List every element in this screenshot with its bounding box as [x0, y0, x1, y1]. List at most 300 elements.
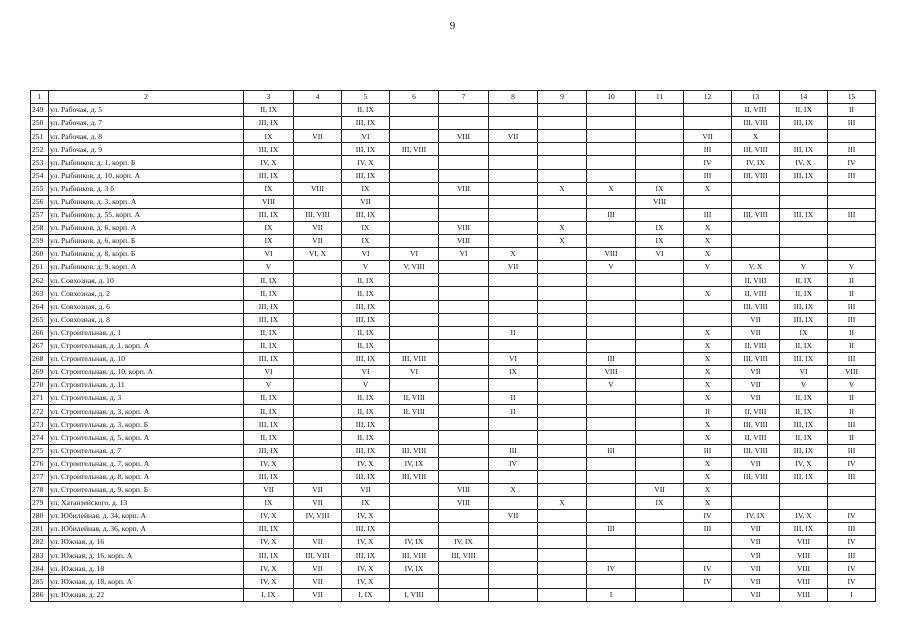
table-cell: III [828, 300, 876, 313]
table-cell: IV, X [342, 510, 390, 523]
table-cell: III, IX [244, 523, 294, 536]
table-cell: III, IX [342, 352, 390, 365]
table-cell [439, 169, 489, 182]
table-cell: X [684, 287, 732, 300]
table-cell [390, 379, 439, 392]
table-cell: III, IX [780, 117, 828, 130]
table-cell: VIII [780, 588, 828, 601]
table-cell [294, 379, 342, 392]
table-row [31, 339, 876, 352]
table-cell: VIII [439, 235, 489, 248]
column-header: 6 [390, 91, 439, 104]
table-cell [587, 313, 636, 326]
row-number-cell: 276 [31, 457, 49, 470]
table-cell: X [538, 235, 587, 248]
table-cell [294, 195, 342, 208]
table-row [31, 536, 876, 549]
table-row [31, 431, 876, 444]
table-cell: VII [732, 562, 780, 575]
address-cell: ул. Хатанзейского, д. 13 [49, 496, 244, 509]
address-cell: ул. Строительная, д. 3, корп. А [49, 405, 244, 418]
table-cell: V [244, 261, 294, 274]
table-cell [587, 483, 636, 496]
address-cell: ул. Совхозная, д. 8 [49, 313, 244, 326]
table-cell: VI [390, 248, 439, 261]
table-cell [489, 104, 538, 117]
table-row [31, 510, 876, 523]
table-cell [636, 510, 684, 523]
table-cell [684, 104, 732, 117]
table-cell: X [684, 392, 732, 405]
table-cell: V [828, 261, 876, 274]
table-cell [587, 496, 636, 509]
table-cell: III, VIII [732, 418, 780, 431]
column-header: 1 [31, 91, 49, 104]
table-cell [439, 575, 489, 588]
table-cell [587, 470, 636, 483]
table-cell [538, 392, 587, 405]
table-cell: IV, X [244, 562, 294, 575]
table-cell [538, 510, 587, 523]
table-cell: V [828, 379, 876, 392]
table-cell: II, IX [342, 392, 390, 405]
table-cell [489, 117, 538, 130]
table-cell [294, 169, 342, 182]
table-cell [587, 300, 636, 313]
table-cell: III [684, 208, 732, 221]
table-cell [828, 248, 876, 261]
table-cell: III, IX [780, 352, 828, 365]
table-cell: II, IX [244, 326, 294, 339]
table-cell: III, VIII [294, 208, 342, 221]
table-cell: VII [732, 588, 780, 601]
address-cell: ул. Южная, д. 18, корп. А [49, 575, 244, 588]
table-cell: II, VIII [732, 405, 780, 418]
table-cell [489, 562, 538, 575]
table-cell: II, IX [244, 431, 294, 444]
table-cell [294, 313, 342, 326]
table-cell: II [828, 274, 876, 287]
table-cell [732, 182, 780, 195]
table-cell [294, 143, 342, 156]
table-cell [684, 588, 732, 601]
table-cell [732, 483, 780, 496]
table-cell [636, 130, 684, 143]
table-cell [636, 457, 684, 470]
table-cell: II [828, 392, 876, 405]
table-cell: II, IX [244, 287, 294, 300]
address-cell: ул. Строительная, д. 10, корп. А [49, 365, 244, 378]
row-number-cell: 252 [31, 143, 49, 156]
table-cell: III, IX [780, 208, 828, 221]
table-cell: III [828, 470, 876, 483]
table-cell [538, 339, 587, 352]
table-cell: X [684, 483, 732, 496]
table-cell: VII [732, 313, 780, 326]
address-cell: ул. Строительная, д. 7, корп. А [49, 457, 244, 470]
table-cell: X [538, 221, 587, 234]
table-cell: II [489, 392, 538, 405]
table-cell: IX [342, 235, 390, 248]
table-cell [828, 182, 876, 195]
table-cell: II [489, 405, 538, 418]
table-cell [390, 523, 439, 536]
table-cell: IV, X [780, 156, 828, 169]
table-cell [294, 339, 342, 352]
table-cell [538, 549, 587, 562]
table-cell [780, 496, 828, 509]
table-cell [684, 300, 732, 313]
table-cell [439, 431, 489, 444]
table-row [31, 496, 876, 509]
table-cell [538, 156, 587, 169]
table-cell [439, 405, 489, 418]
table-cell: V, X [732, 261, 780, 274]
table-cell: III, IX [244, 143, 294, 156]
table-cell: II, IX [780, 431, 828, 444]
table-cell [489, 496, 538, 509]
table-cell: IV, X [780, 457, 828, 470]
table-cell [439, 326, 489, 339]
table-cell [636, 536, 684, 549]
table-cell [439, 392, 489, 405]
table-cell: II, IX [342, 431, 390, 444]
table-cell [439, 287, 489, 300]
table-row [31, 405, 876, 418]
table-cell [390, 287, 439, 300]
row-number-cell: 256 [31, 195, 49, 208]
table-cell: VII [294, 496, 342, 509]
table-row [31, 195, 876, 208]
table-cell [732, 221, 780, 234]
table-cell: III, IX [780, 143, 828, 156]
table-row [31, 300, 876, 313]
address-cell: ул. Строительная, д. 10 [49, 352, 244, 365]
table-cell: VII [294, 588, 342, 601]
row-number-cell: 277 [31, 470, 49, 483]
table-cell: IX [636, 235, 684, 248]
table-cell [636, 352, 684, 365]
table-cell [489, 470, 538, 483]
table-row [31, 444, 876, 457]
table-cell: III [828, 208, 876, 221]
table-cell [538, 104, 587, 117]
table-cell [780, 483, 828, 496]
row-number-cell: 279 [31, 496, 49, 509]
row-number-cell: 285 [31, 575, 49, 588]
table-cell [636, 549, 684, 562]
column-header: 5 [342, 91, 390, 104]
column-header: 13 [732, 91, 780, 104]
table-cell [587, 392, 636, 405]
table-cell [780, 221, 828, 234]
row-number-cell: 286 [31, 588, 49, 601]
row-number-cell: 271 [31, 392, 49, 405]
address-cell: ул. Строительная, д. 5, корп. А [49, 431, 244, 444]
table-cell: IV, IX [390, 457, 439, 470]
row-number-cell: 263 [31, 287, 49, 300]
column-header: 12 [684, 91, 732, 104]
table-cell [439, 379, 489, 392]
table-cell: III, IX [244, 313, 294, 326]
table-cell: VII [294, 562, 342, 575]
address-cell: ул. Южная, д. 22 [49, 588, 244, 601]
table-cell [684, 274, 732, 287]
table-cell [587, 431, 636, 444]
table-cell: VII [732, 365, 780, 378]
table-cell: IV [684, 510, 732, 523]
table-cell: III, IX [342, 313, 390, 326]
table-cell: IX [244, 182, 294, 195]
table-cell [294, 300, 342, 313]
table-cell: III, IX [244, 169, 294, 182]
table-cell: IV [684, 562, 732, 575]
table-cell: II [828, 405, 876, 418]
table-cell: VII [342, 483, 390, 496]
table-cell: VI, X [294, 248, 342, 261]
row-number-cell: 278 [31, 483, 49, 496]
table-cell: II [828, 326, 876, 339]
address-cell: ул. Южная, д. 18 [49, 562, 244, 575]
table-cell: III [684, 523, 732, 536]
table-cell: III [587, 352, 636, 365]
table-cell: III, VIII [732, 208, 780, 221]
table-cell: VI [636, 248, 684, 261]
table-cell [439, 300, 489, 313]
table-cell [538, 444, 587, 457]
table-cell: III [828, 143, 876, 156]
row-number-cell: 274 [31, 431, 49, 444]
table-cell: X [684, 339, 732, 352]
table-cell [636, 431, 684, 444]
table-cell: IV, X [342, 562, 390, 575]
table-cell: III, IX [780, 418, 828, 431]
table-cell [294, 431, 342, 444]
table-cell: III, IX [244, 117, 294, 130]
table-cell: III [828, 117, 876, 130]
table-cell: VI [439, 248, 489, 261]
address-cell: ул. Рабочая, д. 7 [49, 117, 244, 130]
table-row [31, 418, 876, 431]
table-cell: IV [828, 575, 876, 588]
table-cell [489, 221, 538, 234]
table-cell: X [489, 248, 538, 261]
table-cell: IX [342, 182, 390, 195]
table-cell: II, IX [244, 274, 294, 287]
table-cell [636, 575, 684, 588]
table-cell: III [587, 523, 636, 536]
table-cell [732, 248, 780, 261]
table-cell: VII [294, 575, 342, 588]
table-cell: VII [489, 130, 538, 143]
table-cell: VI [342, 248, 390, 261]
table-cell: I, IX [342, 588, 390, 601]
table-cell [636, 300, 684, 313]
table-cell [439, 418, 489, 431]
address-cell: ул. Рыбников, д. 9, корп. А [49, 261, 244, 274]
table-cell [587, 326, 636, 339]
table-cell: III, IX [342, 523, 390, 536]
table-cell: VI [244, 365, 294, 378]
table-cell: IV, IX [732, 156, 780, 169]
table-cell [636, 562, 684, 575]
table-cell: III, IX [244, 549, 294, 562]
table-cell [390, 104, 439, 117]
table-cell [587, 143, 636, 156]
table-cell [294, 457, 342, 470]
table-cell: I [587, 588, 636, 601]
table-cell [538, 562, 587, 575]
table-cell: IX [636, 496, 684, 509]
table-cell [587, 195, 636, 208]
table-cell [489, 431, 538, 444]
page-number: 9 [449, 20, 456, 32]
table-row [31, 457, 876, 470]
table-cell: VIII [780, 536, 828, 549]
table-cell: III, IX [244, 418, 294, 431]
table-row [31, 143, 876, 156]
row-number-cell: 255 [31, 182, 49, 195]
table-cell [390, 130, 439, 143]
table-cell: III, IX [342, 418, 390, 431]
table-cell: IX [636, 221, 684, 234]
table-cell: II, IX [342, 326, 390, 339]
table-cell: VII [294, 221, 342, 234]
table-cell: II, VIII [390, 405, 439, 418]
table-cell: VII [489, 261, 538, 274]
table-cell [828, 235, 876, 248]
table-cell [390, 169, 439, 182]
table-cell [439, 313, 489, 326]
table-cell: VI [489, 352, 538, 365]
table-cell: II, VIII [732, 287, 780, 300]
table-cell [780, 182, 828, 195]
table-cell: VII [684, 130, 732, 143]
table-cell [636, 208, 684, 221]
table-row [31, 575, 876, 588]
table-cell [489, 156, 538, 169]
table-cell [636, 104, 684, 117]
table-cell: VIII [587, 248, 636, 261]
table-row [31, 208, 876, 221]
table-cell: VIII [780, 562, 828, 575]
row-number-cell: 282 [31, 536, 49, 549]
table-cell [587, 235, 636, 248]
table-cell: IV [828, 156, 876, 169]
table-cell: IV, X [342, 536, 390, 549]
table-cell: X [684, 326, 732, 339]
table-cell: IV, X [244, 575, 294, 588]
table-cell: III [828, 313, 876, 326]
table-cell: IV [684, 575, 732, 588]
table-cell [538, 248, 587, 261]
address-cell: ул. Южная, д. 16 [49, 536, 244, 549]
table-cell: III, VIII [390, 352, 439, 365]
table-cell [294, 117, 342, 130]
table-cell: V [684, 261, 732, 274]
row-number-cell: 264 [31, 300, 49, 313]
table-cell: V [342, 379, 390, 392]
table-cell [294, 274, 342, 287]
table-cell: VIII [780, 549, 828, 562]
table-cell: VII [489, 510, 538, 523]
table-cell [538, 379, 587, 392]
table-cell [587, 274, 636, 287]
table-cell: III, VIII [439, 549, 489, 562]
table-cell: III, IX [342, 444, 390, 457]
table-cell: VII [732, 523, 780, 536]
table-cell: III [587, 444, 636, 457]
table-cell [538, 365, 587, 378]
table-cell: VII [294, 483, 342, 496]
table-cell: III [828, 352, 876, 365]
table-cell: III [828, 549, 876, 562]
table-cell [636, 470, 684, 483]
table-cell [538, 300, 587, 313]
table-cell: III [828, 169, 876, 182]
table-cell [489, 182, 538, 195]
address-cell: ул. Рыбников, д. 10, корп. А [49, 169, 244, 182]
row-number-cell: 270 [31, 379, 49, 392]
table-cell [780, 248, 828, 261]
table-cell [636, 523, 684, 536]
table-cell: X [684, 352, 732, 365]
row-number-cell: 251 [31, 130, 49, 143]
table-cell: IV [828, 510, 876, 523]
table-cell: III, IX [780, 169, 828, 182]
table-cell: III, IX [342, 208, 390, 221]
table-cell [780, 235, 828, 248]
table-cell [439, 156, 489, 169]
address-cell: ул. Рыбников, д. 1, корп. Б [49, 156, 244, 169]
row-number-cell: 275 [31, 444, 49, 457]
table-cell [538, 287, 587, 300]
table-cell: III, IX [342, 470, 390, 483]
table-cell [587, 418, 636, 431]
table-cell: IX [342, 496, 390, 509]
table-cell: IV, X [342, 575, 390, 588]
table-cell [587, 536, 636, 549]
table-cell [294, 104, 342, 117]
table-cell: IV, X [342, 457, 390, 470]
table-cell [587, 156, 636, 169]
table-cell: X [489, 483, 538, 496]
table-cell [439, 117, 489, 130]
table-cell [538, 352, 587, 365]
table-cell [732, 195, 780, 208]
table-cell: V [587, 379, 636, 392]
table-cell: III, VIII [294, 549, 342, 562]
table-cell [636, 274, 684, 287]
table-cell [294, 523, 342, 536]
table-cell: IV, X [342, 156, 390, 169]
table-row [31, 523, 876, 536]
table-cell [439, 143, 489, 156]
table-cell [439, 261, 489, 274]
table-cell: II, IX [342, 339, 390, 352]
row-number-cell: 254 [31, 169, 49, 182]
table-cell [636, 326, 684, 339]
table-cell [390, 496, 439, 509]
table-row [31, 392, 876, 405]
table-cell: VI [342, 365, 390, 378]
table-row [31, 562, 876, 575]
address-cell: ул. Строительная, д. 3, корп. Б [49, 418, 244, 431]
table-cell: II, IX [342, 104, 390, 117]
address-cell: ул. Строительная, д. 11 [49, 379, 244, 392]
table-cell [489, 274, 538, 287]
table-cell [489, 287, 538, 300]
